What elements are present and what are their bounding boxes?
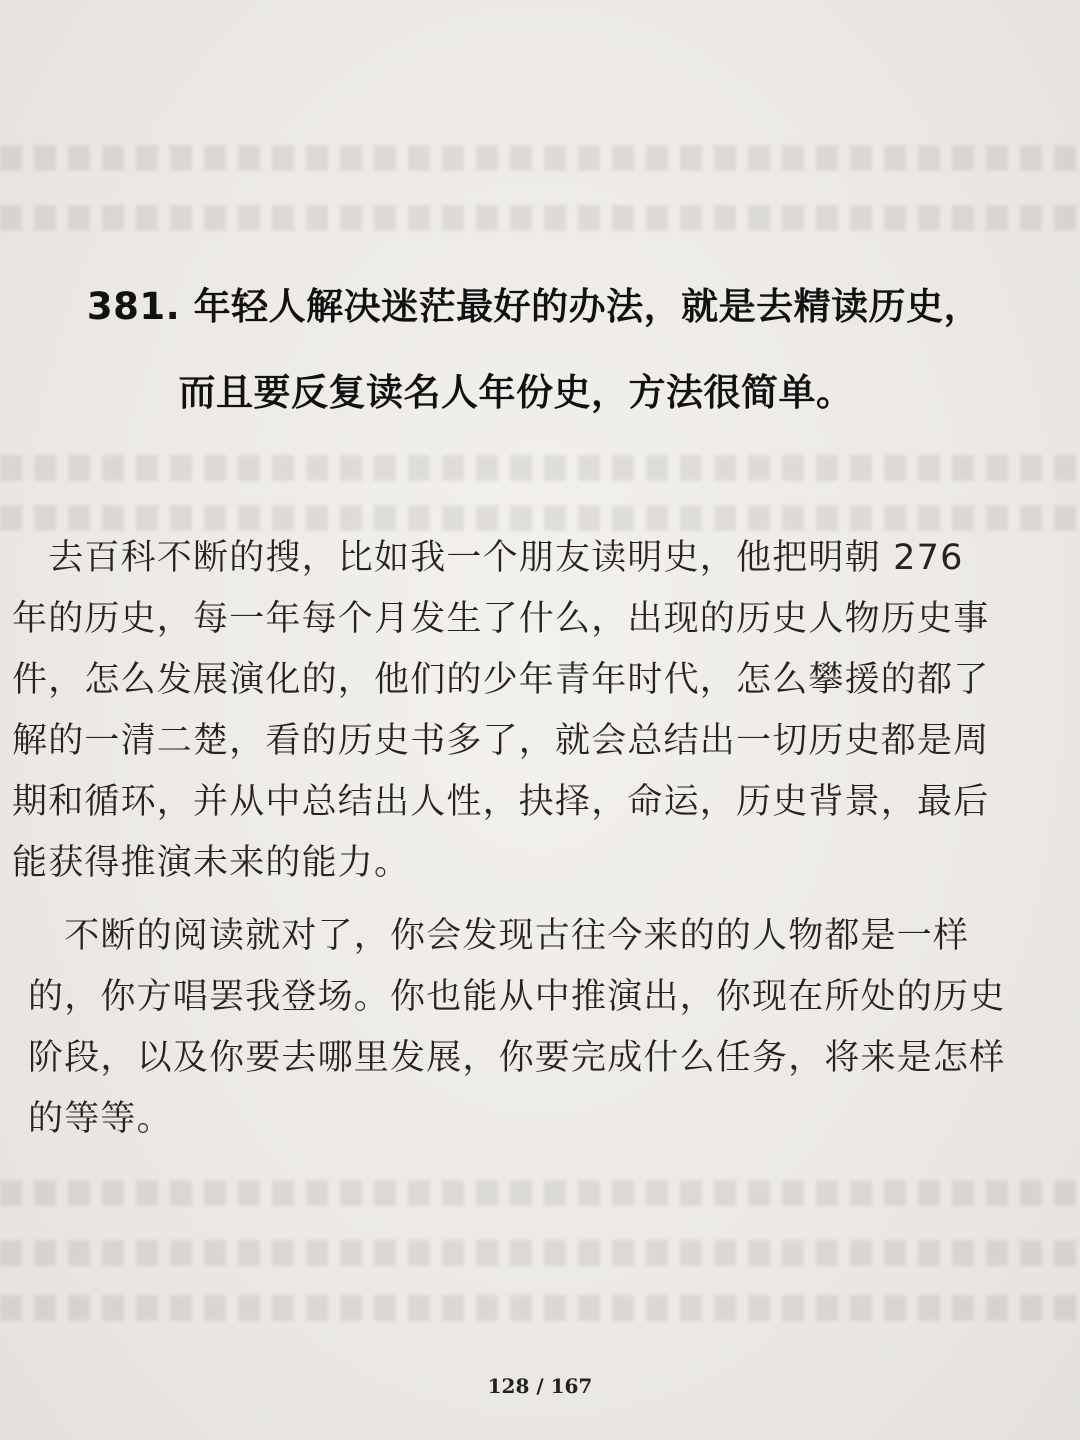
paragraph-line: 的等等。 bbox=[28, 1099, 173, 1139]
paragraph-2 bbox=[28, 906, 1005, 1150]
paragraph-line: 阶段，以及你要去哪里发展，你要完成什么任务，将来是怎样 bbox=[28, 1038, 1006, 1078]
paragraph-line: 不断的阅读就对了，你会发现古往今来的的人物都是一样 bbox=[28, 916, 970, 956]
section-title-line-2: 而且要反复读名人年份史，方法很简单。 bbox=[178, 371, 854, 414]
page-number: 128 / 167 bbox=[487, 1374, 593, 1398]
paragraph-line: 的，你方唱罢我登场。你也能从中推演出，你现在所处的历史 bbox=[28, 977, 1006, 1017]
paragraph-1 bbox=[12, 528, 989, 894]
section-title-line-1: 381. 年轻人解决迷茫最好的办法，就是去精读历史， bbox=[86, 285, 982, 328]
bleed-through-line bbox=[0, 1295, 1080, 1321]
bleed-through-line bbox=[0, 205, 1080, 231]
bleed-through-line bbox=[0, 1180, 1080, 1206]
paragraph-line: 年的历史，每一年每个月发生了什么，出现的历史人物历史事 bbox=[12, 599, 990, 639]
paragraph-line: 去百科不断的搜，比如我一个朋友读明史，他把明朝 276 bbox=[12, 538, 964, 578]
paragraph-line: 能获得推演未来的能力。 bbox=[12, 843, 411, 883]
bleed-through-line bbox=[0, 145, 1080, 171]
paragraph-line: 件，怎么发展演化的，他们的少年青年时代，怎么攀援的都了 bbox=[12, 660, 990, 700]
bleed-through-line bbox=[0, 1240, 1080, 1266]
bleed-through-line bbox=[0, 455, 1080, 481]
paragraph-line: 解的一清二楚，看的历史书多了，就会总结出一切历史都是周 bbox=[12, 721, 990, 761]
paragraph-line: 期和循环，并从中总结出人性，抉择，命运，历史背景，最后 bbox=[12, 782, 990, 822]
